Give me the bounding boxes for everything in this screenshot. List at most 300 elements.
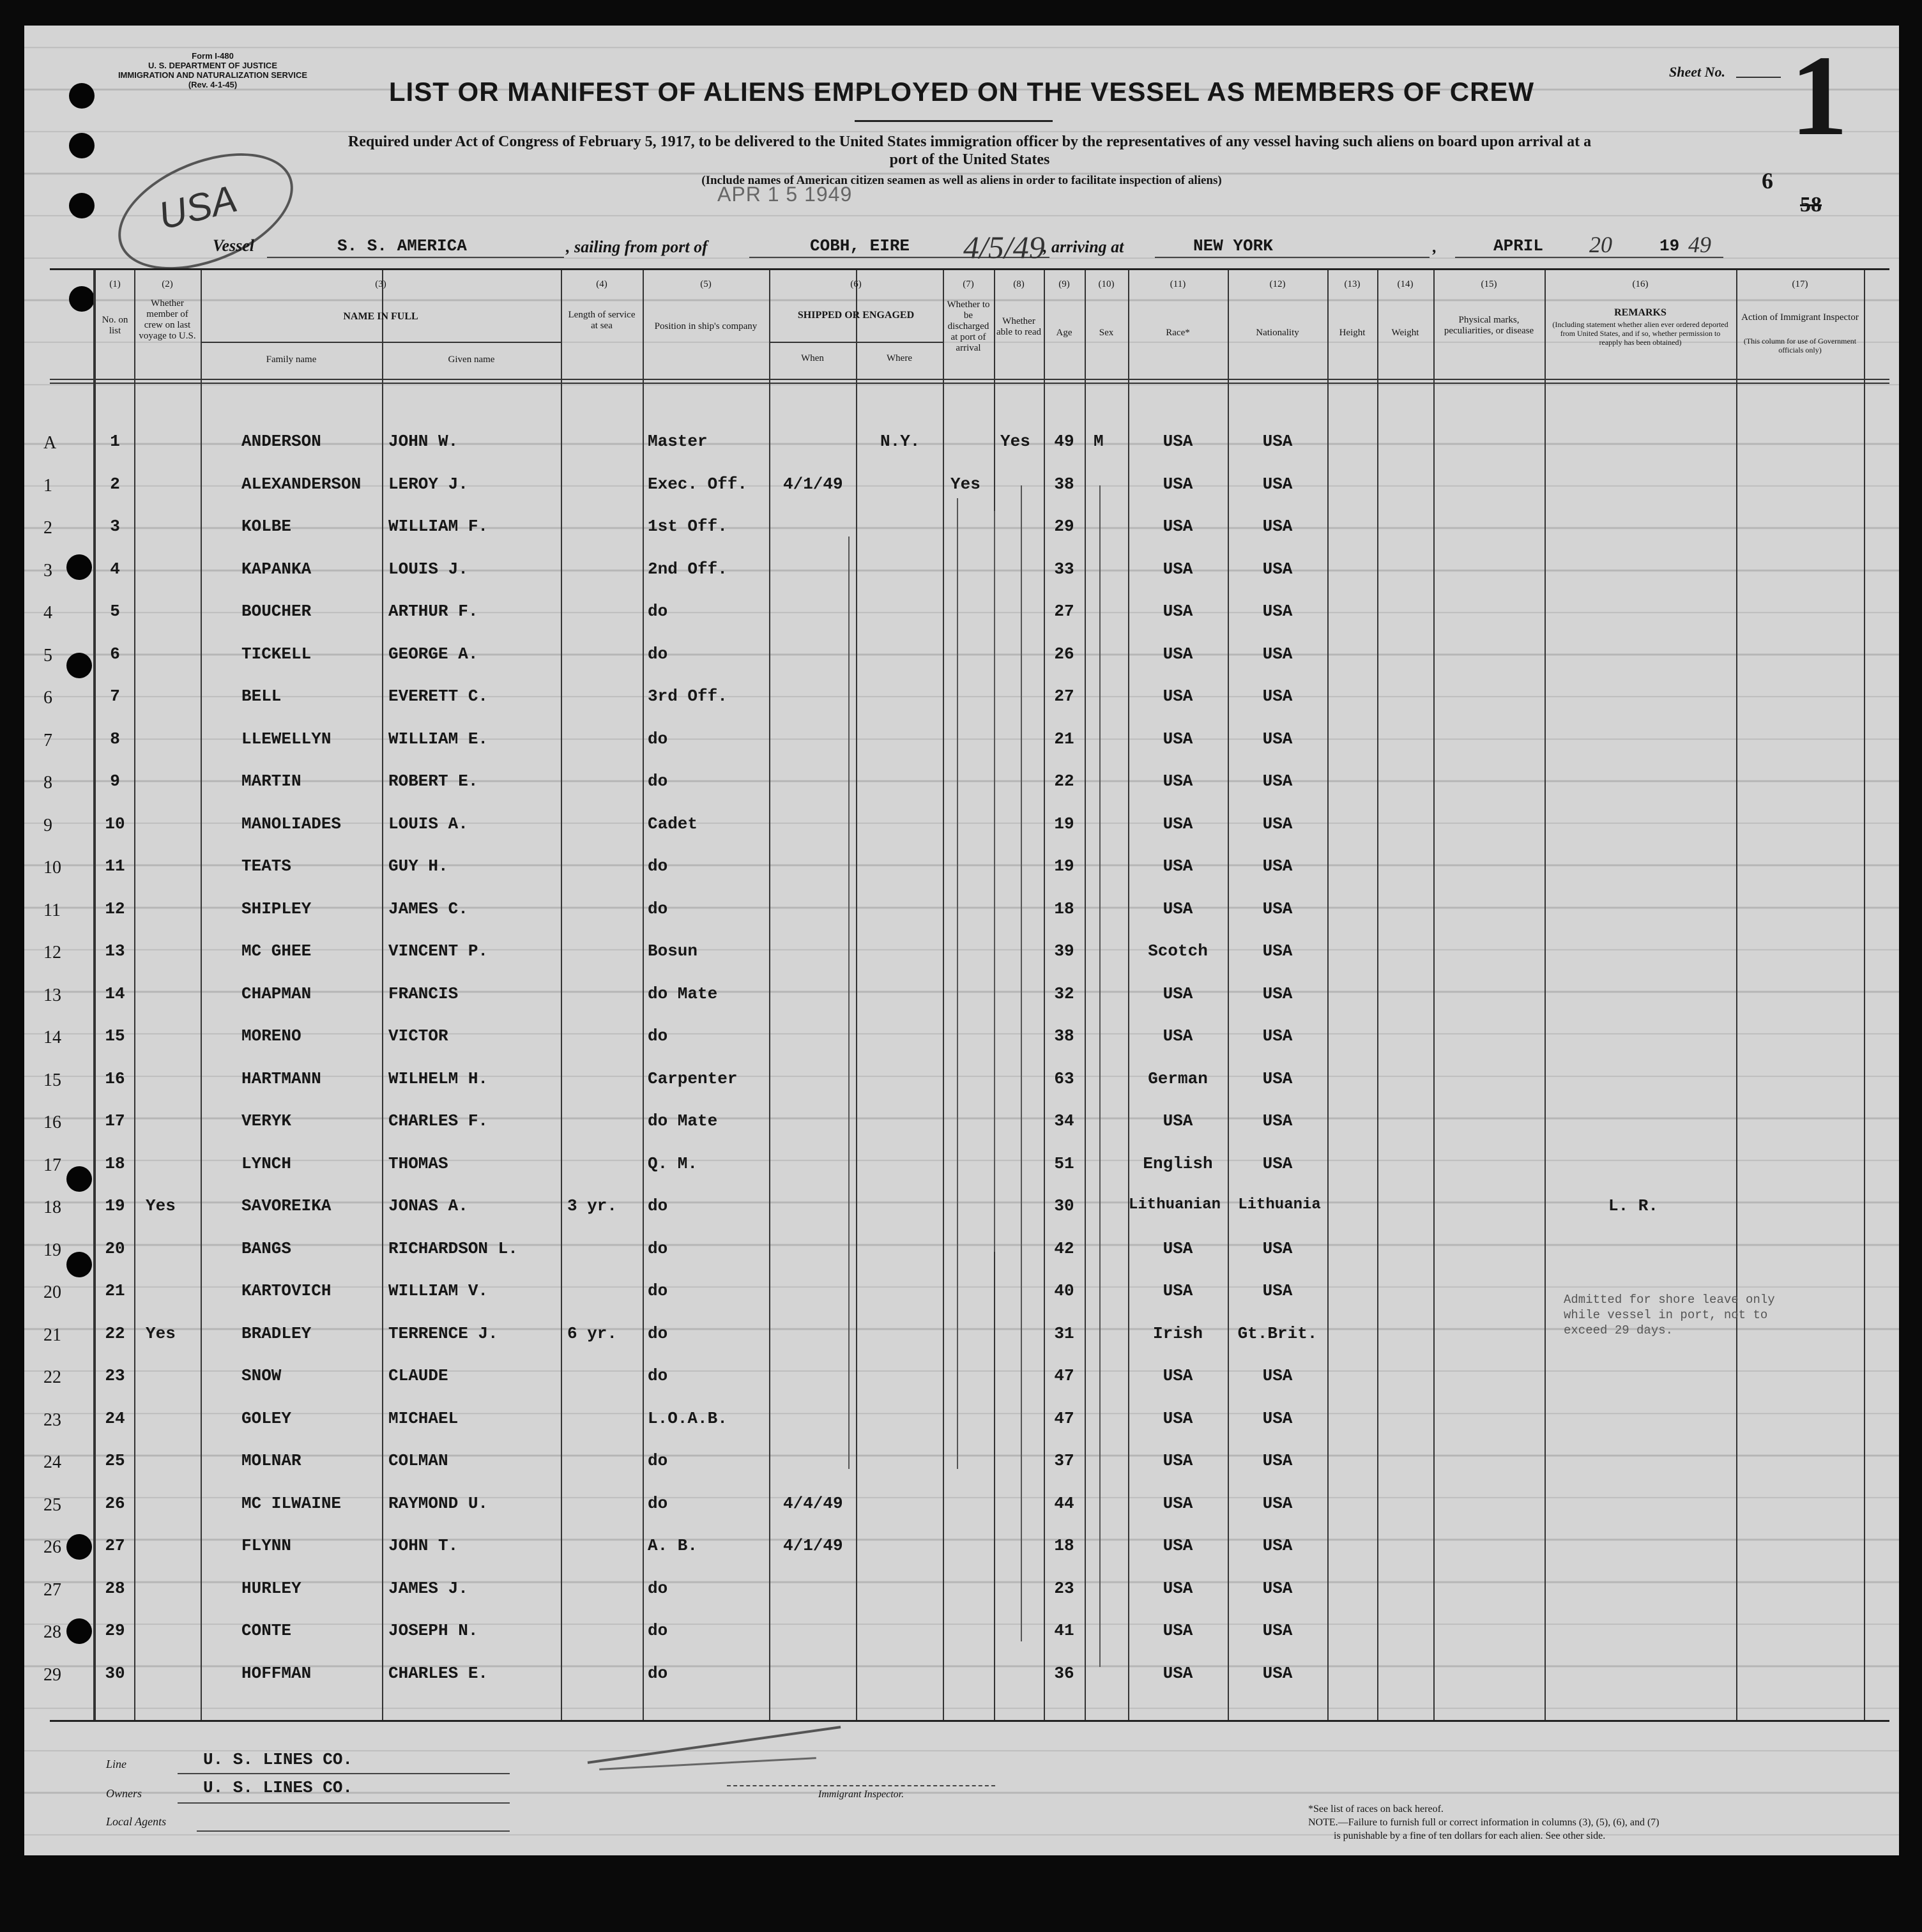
cell-family-name: VERYK [241, 1111, 292, 1130]
cell-line-marker: 22 [43, 1367, 61, 1387]
cell-line-marker: 15 [43, 1070, 61, 1090]
cell-position: do Mate [648, 1111, 718, 1130]
cell-row-number: 24 [105, 1408, 125, 1428]
cell-family-name: LLEWELLYN [241, 729, 332, 749]
cell-row-number: 19 [105, 1196, 125, 1215]
cell-given-name: ARTHUR F. [388, 602, 478, 621]
received-stamp: APR 1 5 1949 [717, 183, 853, 206]
signature-mark [599, 1757, 816, 1770]
header-nationality: Nationality [1256, 328, 1299, 338]
table-row [43, 633, 1889, 675]
cell-given-name: ROBERT E. [388, 772, 478, 791]
cell-nationality: Gt.Brit. [1237, 1323, 1318, 1343]
cell-given-name: CHARLES F. [388, 1111, 489, 1130]
cell-position: Cadet [648, 814, 698, 833]
cell-race: USA [1163, 814, 1193, 833]
cell-nationality: USA [1262, 1536, 1293, 1555]
cell-race: USA [1163, 1408, 1193, 1428]
sheet-number: 1 [1790, 32, 1848, 159]
footer-line-label: Line [106, 1758, 127, 1770]
cell-given-name: JAMES J. [388, 1578, 468, 1598]
cell-line-marker: 9 [43, 815, 52, 835]
cell-given-name: FRANCIS [388, 984, 459, 1003]
header-length-service: Length of service at sea [568, 310, 636, 331]
cell-position: 2nd Off. [648, 559, 728, 579]
cell-age: 22 [1054, 772, 1074, 791]
cell-row-number: 30 [105, 1663, 125, 1683]
cell-position: L.O.A.B. [648, 1408, 728, 1428]
cell-position: do [648, 899, 668, 918]
cell-nationality: USA [1262, 1238, 1293, 1258]
colnum-16: (16) [1632, 279, 1649, 289]
table-row [43, 1609, 1889, 1652]
cell-nationality: USA [1262, 1621, 1293, 1640]
sheet-no-line [1736, 77, 1781, 78]
cell-family-name: KAPANKA [241, 559, 312, 579]
cell-given-name: CHARLES E. [388, 1663, 489, 1683]
cell-race: USA [1163, 899, 1193, 918]
date-comma: , [1433, 238, 1437, 256]
footer-note-line: *See list of races on back hereof. [1308, 1804, 1444, 1814]
cell-family-name: BANGS [241, 1238, 292, 1258]
cell-given-name: WILLIAM V. [388, 1281, 489, 1300]
colnum-17: (17) [1792, 279, 1808, 289]
table-row [43, 675, 1889, 717]
cell-nationality: USA [1262, 814, 1293, 833]
cell-position: do [648, 1238, 668, 1258]
cell-service-length: 3 yr. [567, 1196, 618, 1215]
table-row [43, 718, 1889, 760]
cell-race: USA [1163, 517, 1193, 536]
table-row [43, 1058, 1889, 1100]
cell-row-number: 8 [110, 729, 120, 749]
cell-position: do [648, 1366, 668, 1385]
cell-line-marker: 28 [43, 1622, 61, 1642]
pen-mark [957, 498, 958, 1469]
cell-sex: M [1094, 432, 1104, 451]
header-discharged: Whether to be discharged at port of arrival [947, 300, 990, 353]
cell-family-name: LYNCH [241, 1153, 292, 1173]
cell-row-number: 7 [110, 687, 120, 706]
cell-nationality: USA [1262, 602, 1293, 621]
cell-age: 38 [1054, 1026, 1074, 1046]
cell-position: Exec. Off. [648, 474, 748, 494]
cell-nationality: USA [1262, 687, 1293, 706]
cell-position: Carpenter [648, 1069, 738, 1088]
cell-nationality: USA [1262, 1153, 1293, 1173]
cell-age: 34 [1054, 1111, 1074, 1130]
table-row [43, 505, 1889, 547]
cell-nationality: USA [1262, 1069, 1293, 1088]
cell-position: do [648, 1281, 668, 1300]
usa-handwritten-mark: USA [154, 177, 241, 238]
cell-given-name: LEROY J. [388, 474, 468, 494]
arriving-label: , arriving at [1043, 238, 1124, 256]
table-row [43, 1143, 1889, 1185]
cell-line-marker: 11 [43, 900, 61, 920]
cell-family-name: SHIPLEY [241, 899, 312, 918]
header-action-sub: (This column for use of Government officials only) [1743, 337, 1857, 354]
cell-family-name: BRADLEY [241, 1323, 312, 1343]
cell-line-marker: 19 [43, 1240, 61, 1260]
side-number: 6 [1762, 168, 1773, 194]
footer-agents-underline [197, 1830, 510, 1832]
vessel-underline [267, 257, 564, 258]
arrival-day: 20 [1589, 232, 1612, 257]
cell-row-number: 5 [110, 602, 120, 621]
header-bottom-rule-2 [50, 383, 1889, 384]
cell-family-name: CONTE [241, 1621, 292, 1640]
cell-line-marker: 20 [43, 1282, 61, 1302]
cell-given-name: WILHELM H. [388, 1069, 489, 1088]
header-remarks: REMARKS [1614, 307, 1666, 318]
table-row [43, 1185, 1889, 1227]
form-department: U. S. DEPARTMENT OF JUSTICE [148, 61, 277, 70]
cell-row-number: 6 [110, 644, 120, 664]
header-able-read: Whether able to read [996, 316, 1041, 337]
cell-line-marker: 26 [43, 1537, 61, 1557]
cell-nationality: USA [1262, 1408, 1293, 1428]
arrival-underline [1155, 257, 1430, 258]
footer-line-value: U. S. LINES CO. [203, 1750, 353, 1769]
cell-line-marker: 29 [43, 1664, 61, 1685]
cell-race: Lithuanian [1128, 1196, 1221, 1213]
cell-given-name: LOUIS J. [388, 559, 468, 579]
footer-note-line: NOTE.—Failure to furnish full or correct information in columns (3), (5), (6), and (7) [1308, 1817, 1659, 1828]
cell-race: USA [1163, 1493, 1193, 1513]
cell-row-number: 25 [105, 1451, 125, 1470]
crew-table [43, 268, 1889, 1722]
cell-age: 21 [1054, 729, 1074, 749]
colnum-7: (7) [963, 279, 974, 289]
header-name-in-full: NAME IN FULL [343, 311, 418, 322]
manifest-sheet [24, 26, 1899, 1855]
header-shipped-engaged: SHIPPED OR ENGAGED [797, 310, 915, 321]
table-row [43, 463, 1889, 505]
header-sex: Sex [1099, 328, 1114, 338]
cell-shipped-when: 4/4/49 [783, 1493, 843, 1513]
departure-port: COBH, EIRE [810, 236, 910, 255]
arrival-year-prefix: 19 [1659, 236, 1680, 255]
table-row [43, 1652, 1889, 1694]
cell-line-marker: 5 [43, 645, 52, 666]
cell-race: USA [1163, 1663, 1193, 1683]
cell-row-number: 20 [105, 1238, 125, 1258]
cell-given-name: VICTOR [388, 1026, 448, 1046]
cell-age: 41 [1054, 1621, 1074, 1640]
cell-race: USA [1163, 1026, 1193, 1046]
cell-row-number: 10 [105, 814, 125, 833]
cell-race: USA [1163, 559, 1193, 579]
cell-line-marker: 21 [43, 1325, 61, 1345]
cell-line-marker: 13 [43, 985, 61, 1005]
cell-age: 27 [1054, 602, 1074, 621]
cell-race: Scotch [1148, 941, 1208, 961]
include-note: (Include names of American citizen seamen as well as aliens in order to facilitate inspection of aliens) [701, 174, 1222, 187]
cell-given-name: JOHN T. [388, 1536, 459, 1555]
header-family-name: Family name [266, 354, 317, 365]
cell-given-name: WILLIAM F. [388, 517, 489, 536]
cell-nationality: USA [1262, 474, 1293, 494]
cell-discharged: Yes [950, 474, 980, 494]
cell-position: do [648, 1663, 668, 1683]
cell-line-marker: 18 [43, 1198, 61, 1217]
cell-row-number: 21 [105, 1281, 125, 1300]
cell-row-number: 27 [105, 1536, 125, 1555]
cell-family-name: BELL [241, 687, 282, 706]
cell-nationality: USA [1262, 729, 1293, 749]
cell-position: do [648, 1578, 668, 1598]
sailing-label: , sailing from port of [566, 238, 708, 256]
cell-family-name: MORENO [241, 1026, 301, 1046]
cell-given-name: THOMAS [388, 1153, 448, 1173]
cell-position: do [648, 602, 668, 621]
cell-given-name: COLMAN [388, 1451, 448, 1470]
colnum-11: (11) [1170, 279, 1186, 289]
header-action: Action of Immigrant Inspector [1741, 312, 1859, 323]
header-where: Where [887, 353, 912, 363]
colnum-2: (2) [162, 279, 173, 289]
footer-note [1308, 1802, 1832, 1843]
table-row [43, 590, 1889, 632]
cell-given-name: WILLIAM E. [388, 729, 489, 749]
cell-position: do [648, 856, 668, 876]
footer-note-line: is punishable by a fine of ten dollars for each alien. See other side. [1334, 1830, 1606, 1841]
form-revision: (Rev. 4-1-45) [188, 80, 238, 89]
cell-position: 3rd Off. [648, 687, 728, 706]
cell-nationality: USA [1262, 559, 1293, 579]
cell-race: USA [1163, 1536, 1193, 1555]
cell-age: 63 [1054, 1069, 1074, 1088]
colnum-14: (14) [1397, 279, 1414, 289]
cell-line-marker: 14 [43, 1028, 61, 1047]
cell-age: 18 [1054, 1536, 1074, 1555]
cell-line-marker: 23 [43, 1410, 61, 1430]
header-when: When [801, 353, 824, 363]
header-no-on-list: No. on list [102, 315, 128, 336]
colnum-9: (9) [1058, 279, 1070, 289]
table-row [43, 548, 1889, 590]
cell-nationality: USA [1262, 1493, 1293, 1513]
cell-family-name: BOUCHER [241, 602, 312, 621]
cell-age: 37 [1054, 1451, 1074, 1470]
cell-age: 31 [1054, 1323, 1074, 1343]
cell-able-read: Yes [1000, 432, 1030, 451]
cell-line-marker: A [43, 433, 57, 453]
header-member-last-voyage: Whether member of crew on last voyage to U.S. [139, 298, 196, 341]
cell-line-marker: 16 [43, 1113, 61, 1132]
cell-nationality: USA [1262, 772, 1293, 791]
cell-age: 29 [1054, 517, 1074, 536]
cell-row-number: 3 [110, 517, 120, 536]
cell-line-marker: 12 [43, 943, 61, 962]
immigrant-inspector-signature: Immigrant Inspector. [727, 1785, 995, 1800]
cell-row-number: 16 [105, 1069, 125, 1088]
cell-position: do [648, 1196, 668, 1215]
cell-nationality: USA [1262, 1451, 1293, 1470]
cell-position: do [648, 1493, 668, 1513]
cell-age: 27 [1054, 687, 1074, 706]
cell-race: Irish [1152, 1323, 1203, 1343]
required-line: Required under Act of Congress of February 5, 1917, to be delivered to the United States immigration officer by the representatives of any vessel having such aliens on board upon arrival at a [347, 133, 1592, 150]
header-race: Race* [1166, 328, 1190, 338]
cell-shipped-when: 4/1/49 [783, 474, 843, 494]
header-age: Age [1056, 328, 1072, 338]
shipped-subheader-rule [769, 342, 943, 343]
cell-position: do [648, 1451, 668, 1470]
table-row [43, 888, 1889, 930]
table-row [43, 1567, 1889, 1609]
sheet-no-label: Sheet No. [1669, 64, 1725, 80]
cell-line-marker: 10 [43, 858, 61, 878]
colnum-4: (4) [596, 279, 607, 289]
footer-line-underline [178, 1773, 510, 1774]
cell-age: 18 [1054, 899, 1074, 918]
cell-position: do [648, 729, 668, 749]
table-row [43, 1482, 1889, 1525]
arrival-year-suffix: 49 [1688, 232, 1711, 257]
cell-nationality: USA [1262, 1578, 1293, 1598]
table-row [43, 973, 1889, 1015]
cell-nationality: USA [1262, 856, 1293, 876]
cell-row-number: 11 [105, 856, 125, 876]
colnum-8: (8) [1013, 279, 1025, 289]
cell-line-marker: 27 [43, 1579, 61, 1600]
cell-row-number: 9 [110, 772, 120, 791]
cell-line-marker: 1 [43, 475, 52, 496]
required-line: port of the United States [889, 151, 1050, 168]
table-row [43, 1525, 1889, 1567]
footer-agents-label: Local Agents [106, 1815, 167, 1828]
cell-race: USA [1163, 602, 1193, 621]
cell-family-name: TICKELL [241, 644, 312, 664]
table-row [43, 1355, 1889, 1397]
cell-race: USA [1163, 1366, 1193, 1385]
cell-race: USA [1163, 1238, 1193, 1258]
vessel-name: S. S. AMERICA [337, 236, 467, 255]
table-row [43, 803, 1889, 845]
cell-race: USA [1163, 1451, 1193, 1470]
vessel-label: Vessel [213, 236, 254, 255]
cell-family-name: HOFFMAN [241, 1663, 312, 1683]
colnum-5: (5) [700, 279, 712, 289]
cell-position: do [648, 1026, 668, 1046]
cell-row-number: 4 [110, 559, 120, 579]
cell-given-name: CLAUDE [388, 1366, 448, 1385]
cell-given-name: LOUIS A. [388, 814, 468, 833]
cell-position: A. B. [648, 1536, 698, 1555]
cell-position: Master [648, 432, 708, 451]
colnum-3: (3) [375, 279, 386, 289]
cell-nationality: Lithuania [1238, 1196, 1321, 1213]
cell-member-last-voyage: Yes [146, 1196, 176, 1215]
cell-family-name: CHAPMAN [241, 984, 312, 1003]
cell-row-number: 12 [105, 899, 125, 918]
cell-row-number: 29 [105, 1621, 125, 1640]
cell-age: 42 [1054, 1238, 1074, 1258]
cell-race: USA [1163, 984, 1193, 1003]
cell-given-name: TERRENCE J. [388, 1323, 498, 1343]
cell-position: do [648, 644, 668, 664]
cell-member-last-voyage: Yes [146, 1323, 176, 1343]
remark-line: Admitted for shore leave only [1564, 1293, 1775, 1307]
cell-family-name: MC GHEE [241, 941, 312, 961]
cell-race: USA [1163, 772, 1193, 791]
cell-age: 38 [1054, 474, 1074, 494]
handwritten-date: 4/5/49 [963, 229, 1045, 265]
cell-nationality: USA [1262, 984, 1293, 1003]
form-service: IMMIGRATION AND NATURALIZATION SERVICE [118, 70, 308, 80]
cell-nationality: USA [1262, 432, 1293, 451]
cell-position: 1st Off. [648, 517, 728, 536]
colnum-13: (13) [1344, 279, 1361, 289]
cell-row-number: 2 [110, 474, 120, 494]
cell-family-name: TEATS [241, 856, 292, 876]
cell-race: USA [1163, 1111, 1193, 1130]
cell-line-marker: 6 [43, 688, 52, 708]
cell-race: USA [1163, 687, 1193, 706]
cell-age: 32 [1054, 984, 1074, 1003]
cell-race: USA [1163, 1578, 1193, 1598]
cell-line-marker: 25 [43, 1495, 61, 1515]
cell-row-number: 13 [105, 941, 125, 961]
cell-race: USA [1163, 729, 1193, 749]
cell-row-number: 17 [105, 1111, 125, 1130]
cell-line-marker: 7 [43, 730, 52, 750]
cell-position: Bosun [648, 941, 698, 961]
cell-given-name: JOHN W. [388, 432, 459, 451]
cell-row-number: 18 [105, 1153, 125, 1173]
cell-nationality: USA [1262, 899, 1293, 918]
cell-shipped-when: 4/1/49 [783, 1536, 843, 1555]
page-title: LIST OR MANIFEST OF ALIENS EMPLOYED ON THE VESSEL AS MEMBERS OF CREW [388, 77, 1535, 107]
cell-race: English [1143, 1153, 1213, 1173]
cell-family-name: SAVOREIKA [241, 1196, 332, 1215]
cell-given-name: RICHARDSON L. [388, 1238, 518, 1258]
cell-age: 26 [1054, 644, 1074, 664]
table-row [43, 420, 1889, 462]
cell-given-name: GEORGE A. [388, 644, 478, 664]
cell-race: USA [1163, 1621, 1193, 1640]
cell-given-name: MICHAEL [388, 1408, 459, 1428]
arrival-port: NEW YORK [1193, 236, 1273, 255]
cell-race: USA [1163, 644, 1193, 664]
cell-age: 47 [1054, 1408, 1074, 1428]
cell-family-name: HARTMANN [241, 1069, 321, 1088]
cell-race: USA [1163, 1281, 1193, 1300]
cell-service-length: 6 yr. [567, 1323, 618, 1343]
table-row [43, 845, 1889, 887]
cell-given-name: VINCENT P. [388, 941, 489, 961]
colnum-12: (12) [1269, 279, 1286, 289]
cell-age: 47 [1054, 1366, 1074, 1385]
cell-nationality: USA [1262, 1281, 1293, 1300]
cell-given-name: EVERETT C. [388, 687, 489, 706]
cell-age: 39 [1054, 941, 1074, 961]
cell-remarks: L. R. [1608, 1196, 1659, 1215]
cell-age: 36 [1054, 1663, 1074, 1683]
table-row [43, 930, 1889, 972]
cell-given-name: JONAS A. [388, 1196, 468, 1215]
cell-age: 40 [1054, 1281, 1074, 1300]
cell-age: 19 [1054, 814, 1074, 833]
cell-position: do [648, 1323, 668, 1343]
cell-family-name: MOLNAR [241, 1451, 301, 1470]
table-row [43, 1397, 1889, 1440]
cell-position: do [648, 772, 668, 791]
cell-nationality: USA [1262, 517, 1293, 536]
colnum-6: (6) [850, 279, 862, 289]
